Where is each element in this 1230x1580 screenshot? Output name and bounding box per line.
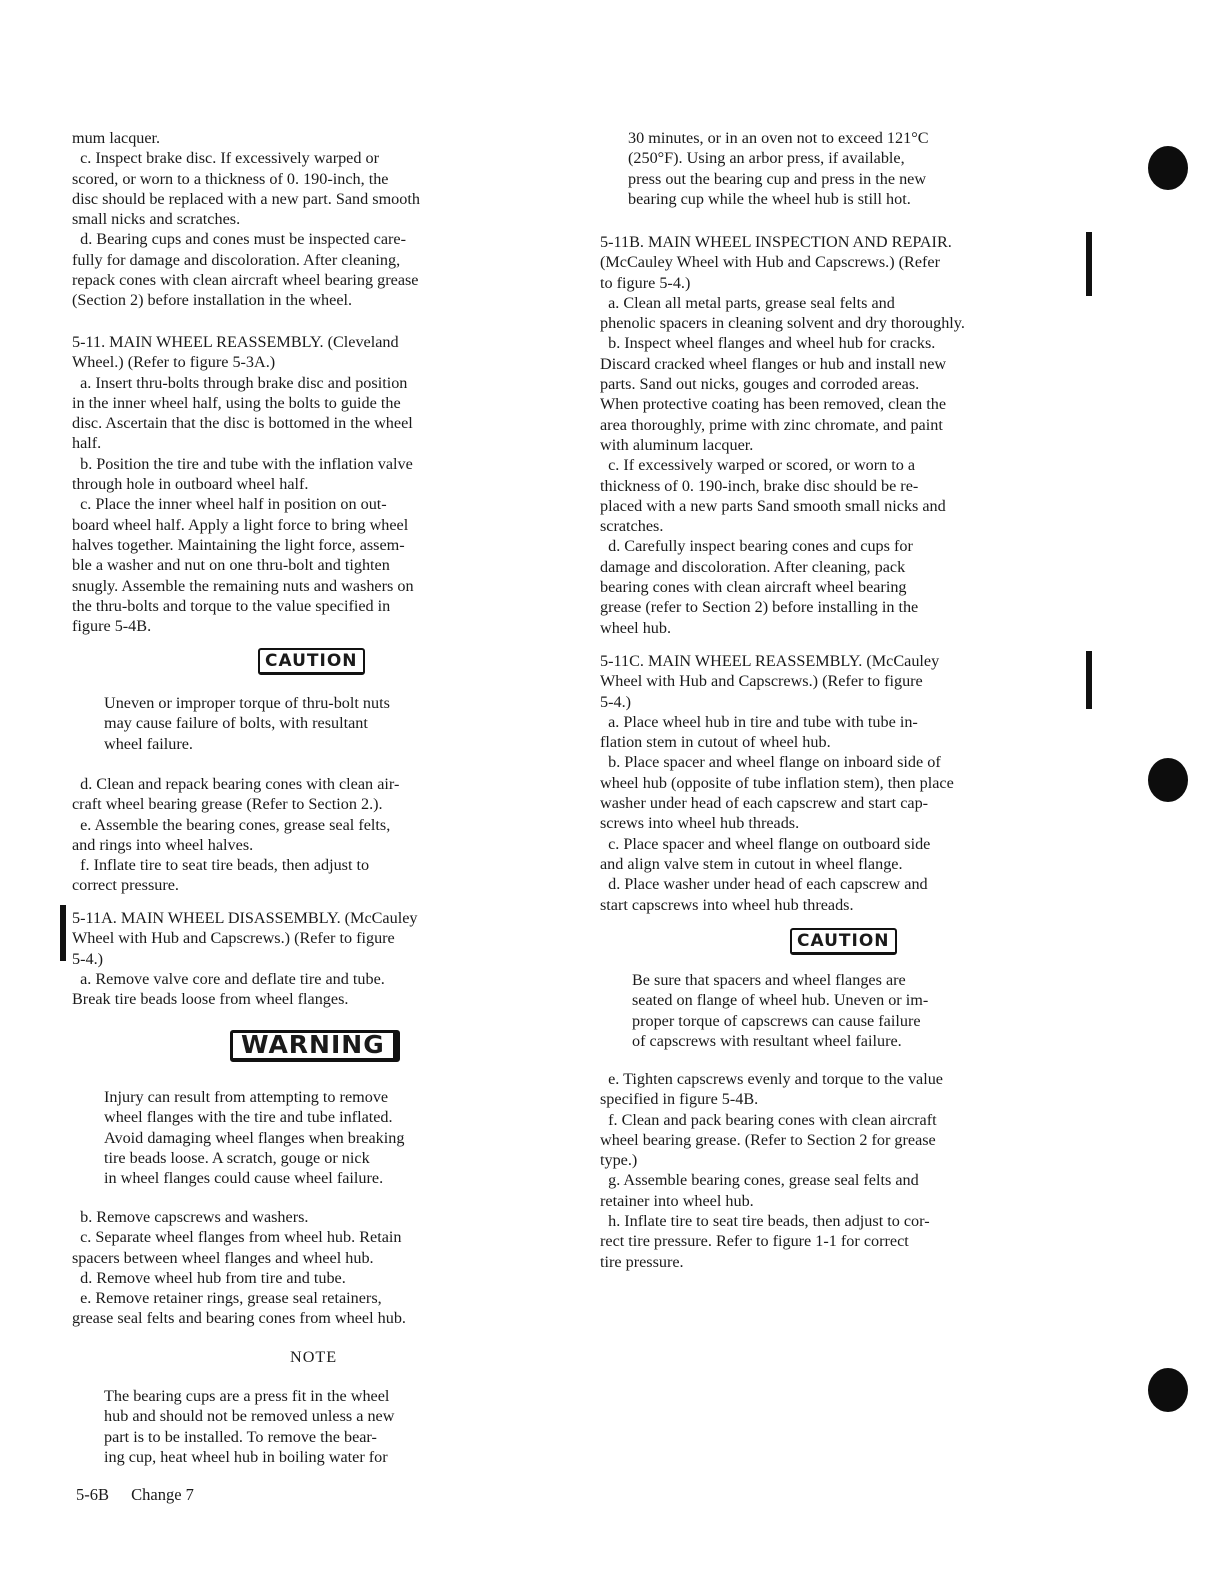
text-line: craft wheel bearing grease (Refer to Section 2.).	[72, 795, 383, 814]
text-line: b. Remove capscrews and washers.	[72, 1208, 309, 1226]
text-line: bearing cones with clean aircraft wheel bearing	[600, 578, 907, 597]
warning-label: WARNING	[230, 1030, 400, 1062]
text-line: area thoroughly, prime with zinc chromate, and paint	[600, 415, 943, 434]
text-line: 5-4.)	[72, 949, 104, 968]
text-line: flation stem in cutout of wheel hub.	[600, 733, 831, 752]
text-line: proper torque of capscrews can cause failure	[632, 1011, 921, 1030]
text-line: 5-11A. MAIN WHEEL DISASSEMBLY. (McCauley	[72, 909, 418, 927]
section-5-11b-inspection	[600, 232, 1100, 638]
text-line: d. Carefully inspect bearing cones and cups for	[600, 537, 913, 556]
text-line: e. Tighten capscrews evenly and torque to the value	[600, 1070, 943, 1088]
text-line: may cause failure of bolts, with resultant	[104, 714, 368, 733]
text-line: spacers between wheel flanges and wheel hub.	[72, 1248, 374, 1267]
change-number: Change 7	[131, 1485, 194, 1504]
text-line: e. Remove retainer rings, grease seal retainers,	[72, 1289, 382, 1308]
text-line: to figure 5-4.)	[600, 273, 691, 292]
text-line: scratches.	[600, 517, 664, 536]
caution-text	[104, 693, 564, 754]
section-5-11a-disassembly	[72, 908, 564, 1009]
text-line: wheel bearing grease. (Refer to Section 2 for grease	[600, 1130, 936, 1149]
text-line: tire pressure.	[600, 1252, 684, 1271]
text-line: ing cup, heat wheel hub in boiling water for	[104, 1447, 388, 1466]
text-line: half.	[72, 434, 102, 453]
text-line: a. Insert thru-bolts through brake disc and position	[72, 373, 408, 392]
text-line: in the inner wheel half, using the bolts to guide the	[72, 393, 401, 412]
note-text-continued	[628, 128, 1100, 209]
text-line: type.)	[600, 1151, 638, 1170]
text-line: wheel flanges with the tire and tube inflated.	[104, 1108, 393, 1127]
text-line: in wheel flanges could cause wheel failure.	[104, 1169, 384, 1188]
text-line: 5-11. MAIN WHEEL REASSEMBLY. (Cleveland	[72, 333, 399, 351]
text-line: e. Assemble the bearing cones, grease seal felts,	[72, 815, 391, 834]
text-line: rect tire pressure. Refer to figure 1-1 for correct	[600, 1232, 909, 1251]
caution-label: CAUTION	[258, 648, 365, 675]
text-line: press out the bearing cup and press in the new	[628, 169, 927, 188]
text-line: 5-11C. MAIN WHEEL REASSEMBLY. (McCauley	[600, 652, 940, 670]
text-line: grease seal felts and bearing cones from wheel hub.	[72, 1309, 406, 1328]
text-line: c. Place the inner wheel half in position on out-	[72, 495, 387, 514]
paragraph-inspection-cleveland	[72, 128, 564, 311]
text-line: halves together. Maintaining the light force, assem-	[72, 535, 405, 554]
text-line: board wheel half. Apply a light force to bring wheel	[72, 515, 409, 534]
change-bar	[1086, 232, 1092, 296]
text-line: scored, or worn to a thickness of 0. 190-inch, the	[72, 169, 389, 188]
text-line: fully for damage and discoloration. After cleaning,	[72, 250, 401, 269]
text-line: phenolic spacers in cleaning solvent and dry thoroughly.	[600, 314, 965, 333]
text-line: wheel hub (opposite of tube inflation stem), then place	[600, 773, 954, 792]
text-line: Break tire beads loose from wheel flanges.	[72, 990, 349, 1009]
page-number: 5-6B	[76, 1485, 109, 1504]
section-5-11-reassembly	[72, 332, 564, 636]
text-line: wheel failure.	[104, 734, 193, 753]
text-line: small nicks and scratches.	[72, 210, 241, 229]
caution-label: CAUTION	[790, 928, 897, 955]
text-line: and rings into wheel halves.	[72, 835, 254, 854]
text-line: bearing cup while the wheel hub is still hot.	[628, 189, 911, 208]
text-line: a. Place wheel hub in tire and tube with tube in-	[600, 712, 918, 731]
text-line: c. If excessively warped or scored, or worn to a	[600, 456, 916, 475]
text-line: Wheel.) (Refer to figure 5-3A.)	[72, 353, 276, 372]
text-line: tire beads loose. A scratch, gouge or nick	[104, 1148, 370, 1167]
text-line: the thru-bolts and torque to the value specified in	[72, 596, 391, 615]
text-line: g. Assemble bearing cones, grease seal felts and	[600, 1171, 919, 1190]
text-line: d. Remove wheel hub from tire and tube.	[72, 1268, 346, 1287]
text-line: ble a washer and nut on one thru-bolt and tighten	[72, 556, 390, 575]
text-line: with aluminum lacquer.	[600, 435, 754, 454]
text-line: h. Inflate tire to seat tire beads, then adjust to cor-	[600, 1212, 930, 1231]
text-line: a. Clean all metal parts, grease seal felts and	[600, 293, 895, 312]
text-line: damage and discoloration. After cleaning, pack	[600, 557, 906, 576]
paragraph-reassembly-steps	[600, 1069, 1100, 1272]
text-line: b. Position the tire and tube with the inflation valve	[72, 454, 413, 473]
paragraph-disassembly-steps	[72, 1207, 564, 1329]
text-line: and align valve stem in cutout in wheel flange.	[600, 854, 903, 873]
text-line: parts. Sand out nicks, gouges and corroded areas.	[600, 375, 920, 394]
page-footer	[76, 1485, 212, 1505]
text-line: (McCauley Wheel with Hub and Capscrews.) (Refer	[600, 253, 940, 272]
text-line: disc should be replaced with a new part. Sand smooth	[72, 189, 420, 208]
text-line: (250°F). Using an arbor press, if available,	[628, 149, 905, 168]
text-line: mum lacquer.	[72, 129, 161, 147]
text-line: snugly. Assemble the remaining nuts and washers on	[72, 576, 414, 595]
text-line: disc. Ascertain that the disc is bottomed in the wheel	[72, 414, 413, 433]
binder-hole-mark	[1148, 1368, 1188, 1412]
text-line: repack cones with clean aircraft wheel bearing grease	[72, 271, 419, 290]
text-line: through hole in outboard wheel half.	[72, 475, 309, 494]
text-line: 30 minutes, or in an oven not to exceed 121°C	[628, 129, 929, 147]
text-line: b. Inspect wheel flanges and wheel hub for cracks.	[600, 334, 936, 353]
text-line: hub and should not be removed unless a new	[104, 1407, 395, 1426]
text-line: c. Separate wheel flanges from wheel hub. Retain	[72, 1228, 402, 1247]
note-text	[104, 1386, 564, 1467]
text-line: Wheel with Hub and Capscrews.) (Refer to figure	[72, 929, 395, 948]
text-line: Be sure that spacers and wheel flanges are	[632, 971, 906, 989]
note-label: NOTE	[290, 1348, 338, 1366]
section-5-11c-reassembly	[600, 651, 1100, 915]
text-line: 5-11B. MAIN WHEEL INSPECTION AND REPAIR.	[600, 233, 952, 251]
text-line: The bearing cups are a press fit in the wheel	[104, 1387, 390, 1405]
text-line: Discard cracked wheel flanges or hub and install new	[600, 354, 947, 373]
text-line: screws into wheel hub threads.	[600, 814, 800, 833]
text-line: Wheel with Hub and Capscrews.) (Refer to figure	[600, 672, 923, 691]
text-line: retainer into wheel hub.	[600, 1191, 754, 1210]
text-line: grease (refer to Section 2) before installing in the	[600, 598, 919, 617]
text-line: d. Clean and repack bearing cones with clean air-	[72, 775, 400, 793]
text-line: c. Inspect brake disc. If excessively warped or	[72, 149, 379, 168]
text-line: specified in figure 5-4B.	[600, 1090, 759, 1109]
text-line: f. Inflate tire to seat tire beads, then adjust to	[72, 856, 370, 875]
text-line: 5-4.)	[600, 692, 632, 711]
text-line: thickness of 0. 190-inch, brake disc should be re-	[600, 476, 919, 495]
text-line: correct pressure.	[72, 876, 179, 895]
text-line: seated on flange of wheel hub. Uneven or im-	[632, 991, 929, 1010]
text-line: d. Place washer under head of each capscrew and	[600, 875, 928, 894]
text-line: When protective coating has been removed, clean the	[600, 395, 947, 414]
text-line: wheel hub.	[600, 618, 672, 637]
change-bar	[60, 905, 66, 961]
text-line: c. Place spacer and wheel flange on outboard side	[600, 834, 931, 853]
text-line: start capscrews into wheel hub threads.	[600, 895, 854, 914]
text-line: figure 5-4B.	[72, 617, 152, 636]
text-line: washer under head of each capscrew and start cap-	[600, 794, 929, 813]
text-line: part is to be installed. To remove the bear-	[104, 1427, 377, 1446]
binder-hole-mark	[1148, 146, 1188, 190]
change-bar	[1086, 651, 1092, 709]
text-line: Avoid damaging wheel flanges when breaking	[104, 1128, 405, 1147]
text-line: of capscrews with resultant wheel failure.	[632, 1031, 902, 1050]
warning-text	[104, 1087, 564, 1188]
text-line: placed with a new parts Sand smooth small nicks and	[600, 496, 946, 515]
text-line: b. Place spacer and wheel flange on inboard side of	[600, 753, 941, 772]
text-line: Injury can result from attempting to remove	[104, 1088, 389, 1106]
text-line: (Section 2) before installation in the wheel.	[72, 291, 353, 310]
paragraph-reassembly-cont	[72, 774, 564, 896]
caution-text	[632, 970, 1100, 1051]
text-line: d. Bearing cups and cones must be inspected care-	[72, 230, 406, 249]
binder-hole-mark	[1148, 758, 1188, 802]
text-line: a. Remove valve core and deflate tire and tube.	[72, 969, 385, 988]
text-line: Uneven or improper torque of thru-bolt nuts	[104, 694, 390, 712]
text-line: f. Clean and pack bearing cones with clean aircraft	[600, 1110, 937, 1129]
